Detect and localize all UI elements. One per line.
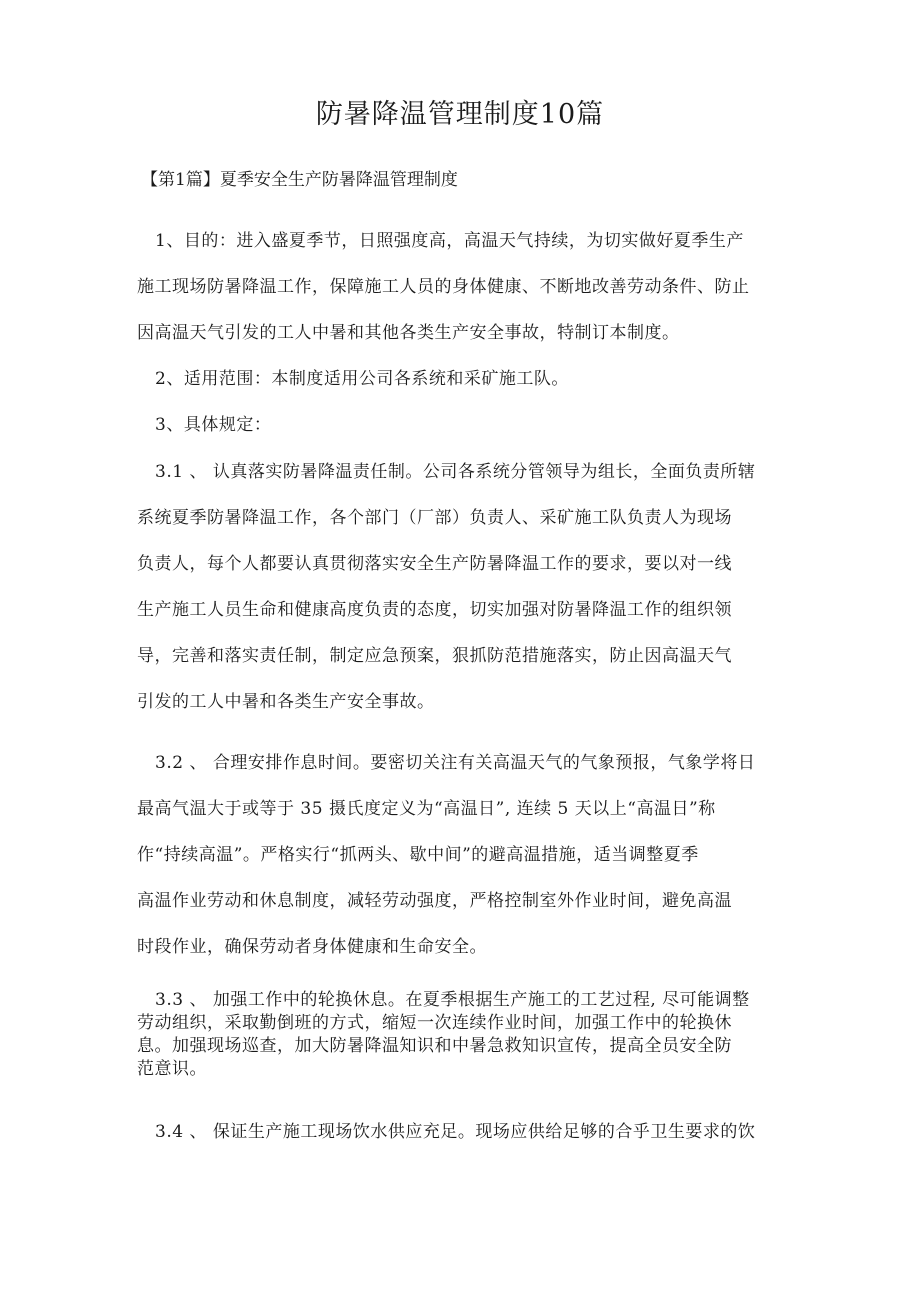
text-line: 3.2 、 合理安排作息时间。要密切关注有关高温天气的气象预报，气象学将日 <box>155 753 756 773</box>
text-line: 息。加强现场巡查，加大防暑降温知识和中暑急救知识宣传，提高全员安全防 <box>137 1036 732 1056</box>
chapter-heading: 【第1篇】夏季安全生产防暑降温管理制度 <box>141 170 458 190</box>
text-line: 作“持续高温”。严格实行“抓两头、歇中间”的避高温措施，适当调整夏季 <box>137 845 699 865</box>
text-line: 系统夏季防暑降温工作，各个部门（厂部）负责人、采矿施工队负责人为现场 <box>137 508 732 528</box>
section-3-4 <box>137 1120 787 1144</box>
text-line: 施工现场防暑降温工作，保障施工人员的身体健康、不断地改善劳动条件、防止 <box>137 277 750 297</box>
text-line: 时段作业，确保劳动者身体健康和生命安全。 <box>137 937 487 957</box>
document-title: 防暑降温管理制度10篇 <box>315 99 605 130</box>
text-line: 2、适用范围：本制度适用公司各系统和采矿施工队。 <box>155 369 569 389</box>
text-line: 1、目的：进入盛夏季节，日照强度高，高温天气持续，为切实做好夏季生产 <box>155 231 744 251</box>
text-line: 引发的工人中暑和各类生产安全事故。 <box>137 692 435 712</box>
section-rules <box>137 402 787 448</box>
text-line: 最高气温大于或等于 35 摄氏度定义为“高温日”, 连续 5 天以上“高温日”称 <box>137 799 716 819</box>
text-line: 劳动组织，采取勤倒班的方式，缩短一次连续作业时间，加强工作中的轮换休 <box>137 1013 732 1033</box>
text-line: 高温作业劳动和休息制度，减轻劳动强度，严格控制室外作业时间，避免高温 <box>137 891 732 911</box>
text-line: 3.3 、 加强工作中的轮换休息。在夏季根据生产施工的工艺过程, 尽可能调整 <box>155 990 750 1010</box>
text-line: 因高温天气引发的工人中暑和其他各类生产安全事故，特制订本制度。 <box>137 323 680 343</box>
text-line: 3、具体规定： <box>155 415 272 435</box>
section-purpose <box>137 218 787 356</box>
text-line: 生产施工人员生命和健康高度负责的态度，切实加强对防暑降温工作的组织领 <box>137 600 732 620</box>
section-3-1 <box>137 449 787 725</box>
section-3-2 <box>137 740 787 970</box>
text-line: 3.1 、 认真落实防暑降温责任制。公司各系统分管领导为组长，全面负责所辖 <box>155 462 756 482</box>
text-line: 导，完善和落实责任制，制定应急预案，狠抓防范措施落实，防止因高温天气 <box>137 646 732 666</box>
text-line: 负责人，每个人都要认真贯彻落实安全生产防暑降温工作的要求，要以对一线 <box>137 554 732 574</box>
section-3-3 <box>137 989 787 1081</box>
text-line: 3.4 、 保证生产施工现场饮水供应充足。现场应供给足够的合乎卫生要求的饮 <box>155 1122 756 1142</box>
section-scope <box>137 356 787 402</box>
text-line: 范意识。 <box>137 1059 207 1079</box>
